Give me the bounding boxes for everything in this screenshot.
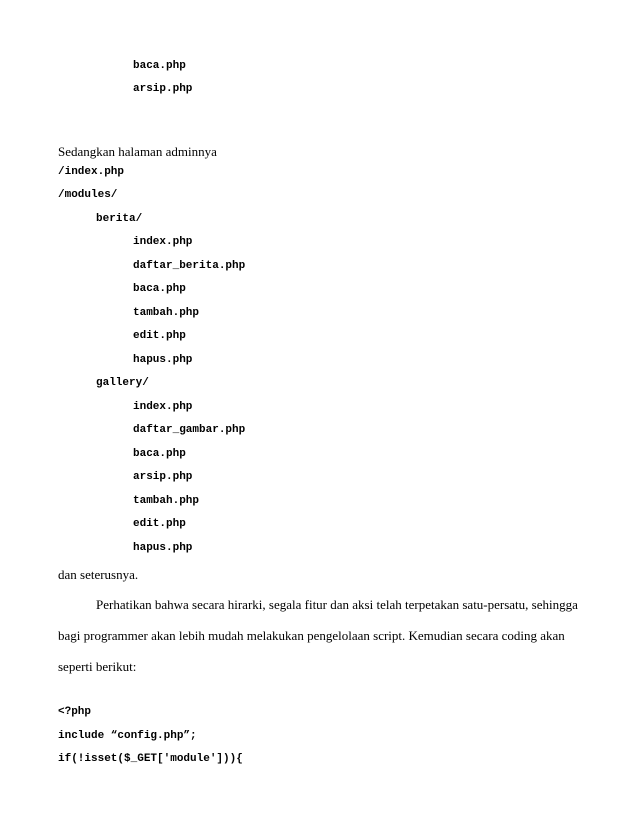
- code-if-isset-module: if(!isset($_GET['module'])){: [58, 753, 243, 765]
- paragraph-line-2: bagi programmer akan lebih mudah melakukan pengelolaan script. Kemudian secara coding akan: [58, 628, 565, 643]
- path-modules: /modules/: [58, 189, 118, 201]
- gallery-edit-php: edit.php: [133, 518, 186, 530]
- path-index-php: /index.php: [58, 166, 125, 178]
- folder-gallery: gallery/: [96, 377, 149, 389]
- berita-tambah-php: tambah.php: [133, 307, 200, 319]
- gallery-baca-php: baca.php: [133, 448, 186, 460]
- admin-pages-heading: Sedangkan halaman adminnya: [58, 144, 217, 159]
- gallery-arsip-php: arsip.php: [133, 471, 193, 483]
- berita-index-php: index.php: [133, 236, 193, 248]
- code-php-open-tag: <?php: [58, 706, 92, 718]
- berita-edit-php: edit.php: [133, 330, 186, 342]
- file-arsip-php: arsip.php: [133, 83, 193, 95]
- paragraph-dan-seterusnya: dan seterusnya.: [58, 567, 139, 582]
- berita-daftar-berita-php: daftar_berita.php: [133, 260, 246, 272]
- file-baca-php: baca.php: [133, 60, 186, 72]
- paragraph-line-1: Perhatikan bahwa secara hirarki, segala fitur dan aksi telah terpetakan satu-persatu, sehingga: [96, 597, 578, 612]
- gallery-tambah-php: tambah.php: [133, 495, 200, 507]
- paragraph-line-3: seperti berikut:: [58, 659, 137, 674]
- gallery-daftar-gambar-php: daftar_gambar.php: [133, 424, 246, 436]
- gallery-hapus-php: hapus.php: [133, 542, 193, 554]
- berita-hapus-php: hapus.php: [133, 354, 193, 366]
- code-include-config: include “config.php”;: [58, 730, 197, 742]
- folder-berita: berita/: [96, 213, 143, 225]
- berita-baca-php: baca.php: [133, 283, 186, 295]
- gallery-index-php: index.php: [133, 401, 193, 413]
